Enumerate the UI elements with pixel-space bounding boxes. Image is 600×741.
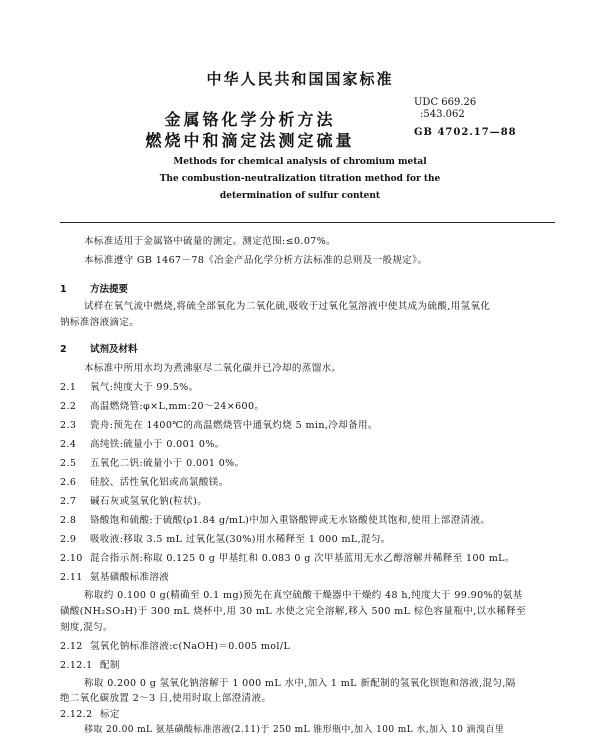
document-title-line-2: 燃烧中和滴定法测定硫量 — [145, 131, 355, 150]
scope-text: 本标准适用于金属铬中硫量的测定。测定范围:≤0.07%。 — [84, 236, 337, 247]
item-2-11-body-line-3: 刻度,混匀。 — [60, 622, 113, 633]
section-1-title: 方法提要 — [90, 284, 129, 295]
section-2-heading — [60, 341, 138, 355]
list-item: 2.12.2 标定 — [60, 709, 120, 720]
list-item: 2.12.1 配制 — [60, 660, 120, 671]
item-2-12-1-body-line-2: 绝二氧化碳放置 2～3 日,使用时取上部澄清液。 — [60, 693, 272, 704]
list-item: 2.12 氢氧化钠标准溶液:c(NaOH)＝0.005 mol/L — [60, 641, 291, 652]
list-item: 2.6 硅胶、活性氧化铝或高氯酸镁。 — [60, 477, 229, 488]
header-divider — [60, 222, 555, 223]
list-item: 2.7 碱石灰或氢氧化钠(粒状)。 — [60, 496, 208, 507]
section-1-number: 1 — [60, 284, 67, 295]
item-2-12-1-body-line-1: 称取 0.200 0 g 氢氧化钠溶解于 1 000 mL 水中,加入 1 mL 新配制的氢氧化钡饱和溶液,混匀,隔 — [84, 678, 516, 689]
document-title-line-1: 金属铬化学分析方法 — [164, 110, 336, 129]
national-standard-title: 中华人民共和国国家标准 — [206, 70, 394, 88]
list-item: 2.4 高纯铁:硫量小于 0.001 0%。 — [60, 439, 225, 450]
english-title-line-3: determination of sulfur content — [219, 191, 381, 201]
list-item: 2.1 氧气:纯度大于 99.5%。 — [60, 382, 199, 393]
item-2-11-body-line-1: 称取约 0.100 0 g(精确至 0.1 mg)预先在真空硫酸干燥器中干燥约 48 h,纯度大于 99.90%的氨基 — [84, 590, 523, 601]
list-item: 2.5 五氧化二钒:硫量小于 0.001 0%。 — [60, 458, 245, 469]
gb-code: GB 4702.17—88 — [414, 127, 517, 138]
english-title-line-2: The combustion-neutralization titration method for the — [159, 174, 441, 184]
section-2-number: 2 — [60, 344, 67, 355]
section-1-body-line-1: 试样在氧气流中燃烧,将硫全部氧化为二氧化硫,吸收于过氧化氢溶液中使其成为硫酸,用氢氧化 — [84, 301, 491, 312]
list-item: 2.3 瓷舟:预先在 1400℃的高温燃烧管中通氧灼烧 5 min,冷却备用。 — [60, 420, 378, 431]
compliance-text: 本标准遵守 GB 1467－78《冶金产品化学分析方法标准的总则及一般规定》。 — [84, 255, 428, 266]
list-item: 2.9 吸收液:移取 3.5 mL 过氧化氢(30%)用水稀释至 1 000 mL,混匀。 — [60, 534, 391, 545]
section-1-heading — [60, 281, 128, 295]
udc-code-line-2: :543.062 — [420, 109, 465, 120]
list-item: 2.10 混合指示剂:称取 0.125 0 g 甲基红和 0.083 0 g 次甲基蓝用无水乙醇溶解并稀释至 100 mL。 — [60, 553, 515, 564]
list-item: 2.2 高温燃烧管:φ×L,mm:20～24×600。 — [60, 401, 265, 412]
section-2-title: 试剂及材料 — [90, 344, 138, 355]
list-item: 2.8 铬酸饱和硫酸:于硫酸(ρ1.84 g/mL)中加入重铬酸钾或无水铬酸使其饱和,使用上部澄清液。 — [60, 515, 491, 526]
list-item: 2.11 氨基磺酸标准溶液 — [60, 572, 170, 583]
item-2-12-2-body-line-1: 移取 20.00 mL 氨基磺酸标准溶液(2.11)于 250 mL 锥形瓶中,加入 100 mL 水,加入 10 滴溴百里 — [84, 725, 505, 735]
udc-code-line-1: UDC 669.26 — [414, 97, 477, 108]
udc-code — [414, 97, 476, 121]
section-2-intro: 本标准中所用水均为煮沸驱尽二氧化碳并已冷却的蒸馏水。 — [84, 363, 342, 374]
section-1-body-line-2: 钠标准溶液滴定。 — [60, 317, 140, 328]
english-title-line-1: Methods for chemical analysis of chromium metal — [173, 157, 427, 167]
item-2-11-body-line-2: 磺酸(NH₂SO₃H)于 300 mL 烧杯中,用 30 mL 水使之完全溶解,移入 500 mL 棕色容量瓶中,以水稀释至 — [60, 606, 527, 617]
